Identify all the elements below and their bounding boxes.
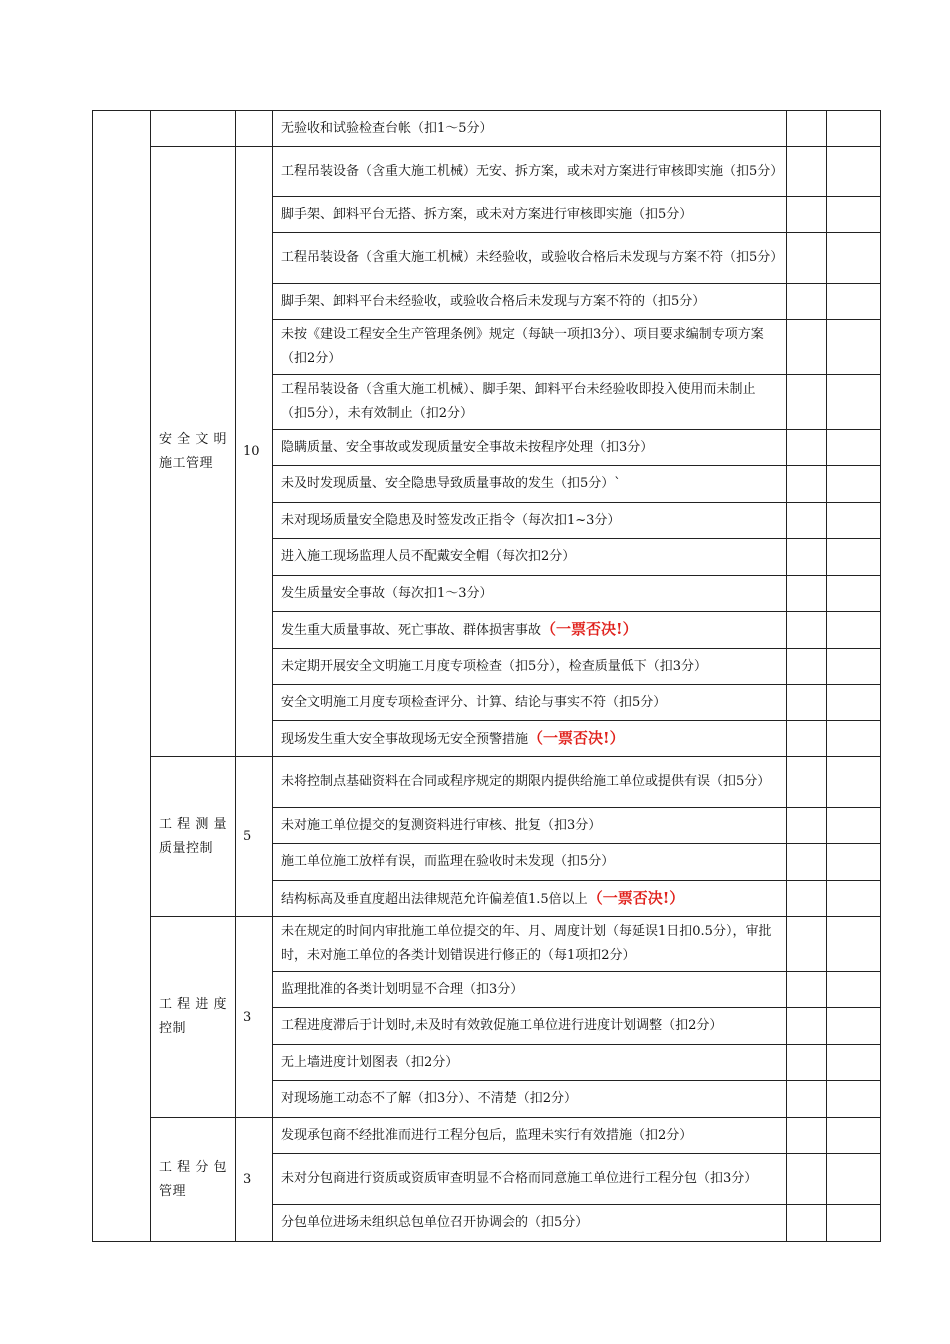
deduction-item-text: 未定期开展安全文明施工月度专项检查（扣5分），检查质量低下（扣3分） bbox=[281, 658, 708, 674]
deduction-entry-cell[interactable] bbox=[787, 757, 827, 808]
deduction-item-text: 未对施工单位提交的复测资料进行审核、批复（扣3分） bbox=[281, 817, 602, 833]
remarks-cell[interactable] bbox=[827, 1008, 881, 1045]
deduction-entry-cell[interactable] bbox=[787, 147, 827, 197]
category-name-line1: 工程分包 bbox=[159, 1159, 227, 1175]
remarks-cell[interactable] bbox=[827, 972, 881, 1008]
veto-label: （一票否决!） bbox=[541, 620, 638, 638]
category-name-line1: 安全文明 bbox=[159, 431, 227, 447]
deduction-entry-cell[interactable] bbox=[787, 1118, 827, 1154]
deduction-item-text: 脚手架、卸料平台未经验收，或验收合格后未发现与方案不符的（扣5分） bbox=[281, 293, 706, 309]
deduction-entry-cell[interactable] bbox=[787, 320, 827, 375]
deduction-item-text: 无上墙进度计划图表（扣2分） bbox=[281, 1054, 459, 1070]
category-cell bbox=[151, 111, 236, 147]
remarks-cell[interactable] bbox=[827, 612, 881, 649]
deduction-entry-cell[interactable] bbox=[787, 685, 827, 721]
remarks-cell[interactable] bbox=[827, 808, 881, 844]
deduction-entry-cell[interactable] bbox=[787, 721, 827, 757]
score-cell: 5 bbox=[236, 757, 273, 917]
remarks-cell[interactable] bbox=[827, 233, 881, 284]
evaluation-table bbox=[92, 110, 881, 1242]
category-name-line2: 管理 bbox=[159, 1183, 187, 1199]
table-row bbox=[93, 757, 881, 808]
deduction-item-text: 分包单位进场未组织总包单位召开协调会的（扣5分） bbox=[281, 1215, 589, 1230]
deduction-entry-cell[interactable] bbox=[787, 612, 827, 649]
deduction-entry-cell[interactable] bbox=[787, 917, 827, 972]
remarks-cell[interactable] bbox=[827, 757, 881, 808]
remarks-cell[interactable] bbox=[827, 649, 881, 685]
deduction-entry-cell[interactable] bbox=[787, 1045, 827, 1081]
deduction-item-cell bbox=[273, 147, 787, 197]
remarks-cell[interactable] bbox=[827, 844, 881, 881]
deduction-entry-cell[interactable] bbox=[787, 844, 827, 881]
deduction-item-text: 未按《建设工程安全生产管理条例》规定（每缺一项扣3分）、项目要求编制专项方案（扣2分） bbox=[281, 327, 764, 366]
table-row bbox=[93, 147, 881, 197]
deduction-entry-cell[interactable] bbox=[787, 430, 827, 466]
category-name-line2: 控制 bbox=[159, 1021, 187, 1036]
deduction-entry-cell[interactable] bbox=[787, 1154, 827, 1205]
deduction-entry-cell[interactable] bbox=[787, 1081, 827, 1118]
deduction-entry-cell[interactable] bbox=[787, 111, 827, 147]
deduction-item-cell bbox=[273, 233, 787, 284]
remarks-cell[interactable] bbox=[827, 539, 881, 576]
deduction-item-text: 对现场施工动态不了解（扣3分）、不清楚（扣2分） bbox=[281, 1091, 578, 1106]
evaluation-table-body bbox=[93, 111, 881, 1242]
deduction-item-cell bbox=[273, 576, 787, 612]
deduction-item-text: 隐瞒质量、安全事故或发现质量安全事故未按程序处理（扣3分） bbox=[281, 439, 654, 455]
deduction-item-cell bbox=[273, 808, 787, 844]
deduction-item-cell bbox=[273, 430, 787, 466]
deduction-item-cell bbox=[273, 649, 787, 685]
deduction-item-text: 发生质量安全事故（每次扣1～3分） bbox=[281, 585, 493, 601]
deduction-item-text: 结构标高及垂直度超出法律规范允许偏差值1.5倍以上 bbox=[281, 891, 588, 907]
deduction-item-cell bbox=[273, 917, 787, 972]
deduction-item-cell bbox=[273, 1205, 787, 1242]
deduction-item-cell bbox=[273, 539, 787, 576]
remarks-cell[interactable] bbox=[827, 917, 881, 972]
deduction-item-cell bbox=[273, 320, 787, 375]
deduction-item-cell bbox=[273, 284, 787, 320]
remarks-cell[interactable] bbox=[827, 430, 881, 466]
deduction-entry-cell[interactable] bbox=[787, 576, 827, 612]
deduction-item-cell bbox=[273, 972, 787, 1008]
deduction-item-text: 未对现场质量安全隐患及时签发改正指令（每次扣1~3分） bbox=[281, 512, 621, 528]
deduction-entry-cell[interactable] bbox=[787, 539, 827, 576]
deduction-item-text: 工程吊装设备（含重大施工机械）、脚手架、卸料平台未经验收即投入使用而未制止（扣5分），未有效制止（扣2分） bbox=[281, 382, 756, 421]
remarks-cell[interactable] bbox=[827, 721, 881, 757]
remarks-cell[interactable] bbox=[827, 375, 881, 430]
remarks-cell[interactable] bbox=[827, 685, 881, 721]
deduction-item-cell bbox=[273, 757, 787, 808]
deduction-item-text: 工程进度滞后于计划时,未及时有效敦促施工单位进行进度计划调整（扣2分） bbox=[281, 1018, 723, 1033]
deduction-entry-cell[interactable] bbox=[787, 466, 827, 503]
score-cell: 10 bbox=[236, 147, 273, 757]
remarks-cell[interactable] bbox=[827, 503, 881, 539]
remarks-cell[interactable] bbox=[827, 1045, 881, 1081]
remarks-cell[interactable] bbox=[827, 147, 881, 197]
table-row bbox=[93, 917, 881, 972]
remarks-cell[interactable] bbox=[827, 1081, 881, 1118]
deduction-item-cell bbox=[273, 1008, 787, 1045]
table-row bbox=[93, 1118, 881, 1154]
score-cell: 3 bbox=[236, 917, 273, 1118]
deduction-item-cell bbox=[273, 612, 787, 649]
deduction-entry-cell[interactable] bbox=[787, 972, 827, 1008]
group-cell bbox=[93, 111, 151, 1242]
deduction-item-text: 未在规定的时间内审批施工单位提交的年、月、周度计划（每延误1日扣0.5分），审批时，未对施工单位的各类计划错误进行修正的（每1项扣2分） bbox=[281, 924, 772, 963]
deduction-item-cell bbox=[273, 111, 787, 147]
deduction-item-text: 进入施工现场监理人员不配戴安全帽（每次扣2分） bbox=[281, 549, 576, 564]
deduction-item-cell bbox=[273, 1045, 787, 1081]
remarks-cell[interactable] bbox=[827, 881, 881, 917]
deduction-item-cell bbox=[273, 685, 787, 721]
category-name-line1: 工程进度 bbox=[159, 997, 227, 1012]
remarks-cell[interactable] bbox=[827, 320, 881, 375]
category-name-line2: 质量控制 bbox=[159, 840, 214, 856]
deduction-entry-cell[interactable] bbox=[787, 881, 827, 917]
category-cell bbox=[151, 147, 236, 757]
category-name-line1: 工程测量 bbox=[159, 816, 227, 832]
deduction-entry-cell[interactable] bbox=[787, 1008, 827, 1045]
remarks-cell[interactable] bbox=[827, 197, 881, 233]
deduction-item-text: 工程吊装设备（含重大施工机械）无安、拆方案，或未对方案进行审核即实施（扣5分） bbox=[281, 163, 784, 179]
category-cell bbox=[151, 917, 236, 1118]
deduction-item-cell bbox=[273, 1081, 787, 1118]
deduction-entry-cell[interactable] bbox=[787, 375, 827, 430]
remarks-cell[interactable] bbox=[827, 111, 881, 147]
remarks-cell[interactable] bbox=[827, 576, 881, 612]
category-name-line2: 施工管理 bbox=[159, 455, 214, 471]
remarks-cell[interactable] bbox=[827, 284, 881, 320]
deduction-item-cell bbox=[273, 466, 787, 503]
deduction-entry-cell[interactable] bbox=[787, 284, 827, 320]
deduction-item-cell bbox=[273, 721, 787, 757]
remarks-cell[interactable] bbox=[827, 1154, 881, 1205]
score-cell bbox=[236, 111, 273, 147]
deduction-entry-cell[interactable] bbox=[787, 1205, 827, 1242]
deduction-entry-cell[interactable] bbox=[787, 197, 827, 233]
category-cell bbox=[151, 757, 236, 917]
deduction-item-text: 未及时发现质量、安全隐患导致质量事故的发生（扣5分）` bbox=[281, 476, 621, 491]
score-cell: 3 bbox=[236, 1118, 273, 1242]
table-row bbox=[93, 111, 881, 147]
deduction-item-text: 未对分包商进行资质或资质审查明显不合格而同意施工单位进行工程分包（扣3分） bbox=[281, 1171, 758, 1186]
veto-label: （一票否决!） bbox=[528, 728, 625, 747]
deduction-item-text: 安全文明施工月度专项检查评分、计算、结论与事实不符（扣5分） bbox=[281, 694, 667, 710]
category-cell bbox=[151, 1118, 236, 1242]
deduction-item-text: 现场发生重大安全事故现场无安全预警措施 bbox=[281, 731, 529, 747]
deduction-item-text: 监理批准的各类计划明显不合理（扣3分） bbox=[281, 981, 524, 997]
deduction-item-cell bbox=[273, 1154, 787, 1205]
deduction-item-text: 脚手架、卸料平台无搭、拆方案，或未对方案进行审核即实施（扣5分） bbox=[281, 206, 693, 222]
remarks-cell[interactable] bbox=[827, 1118, 881, 1154]
deduction-item-cell bbox=[273, 503, 787, 539]
deduction-item-cell bbox=[273, 197, 787, 233]
deduction-item-text: 工程吊装设备（含重大施工机械）未经验收，或验收合格后未发现与方案不符（扣5分） bbox=[281, 250, 784, 265]
deduction-entry-cell[interactable] bbox=[787, 649, 827, 685]
deduction-item-cell bbox=[273, 375, 787, 430]
deduction-item-text: 发现承包商不经批准而进行工程分包后，监理未实行有效措施（扣2分） bbox=[281, 1127, 693, 1143]
remarks-cell[interactable] bbox=[827, 1205, 881, 1242]
deduction-item-text: 未将控制点基础资料在合同或程序规定的期限内提供给施工单位或提供有误（扣5分） bbox=[281, 774, 771, 789]
deduction-item-cell bbox=[273, 881, 787, 917]
deduction-item-cell bbox=[273, 844, 787, 881]
deduction-entry-cell[interactable] bbox=[787, 233, 827, 284]
deduction-entry-cell[interactable] bbox=[787, 503, 827, 539]
deduction-item-text: 施工单位施工放样有误，而监理在验收时未发现（扣5分） bbox=[281, 854, 615, 869]
deduction-entry-cell[interactable] bbox=[787, 808, 827, 844]
deduction-item-cell bbox=[273, 1118, 787, 1154]
deduction-item-text: 无验收和试验检查台帐（扣1～5分） bbox=[281, 120, 493, 136]
veto-label: （一票否决!） bbox=[587, 888, 685, 907]
remarks-cell[interactable] bbox=[827, 466, 881, 503]
deduction-item-text: 发生重大质量事故、死亡事故、群体损害事故 bbox=[281, 623, 542, 638]
